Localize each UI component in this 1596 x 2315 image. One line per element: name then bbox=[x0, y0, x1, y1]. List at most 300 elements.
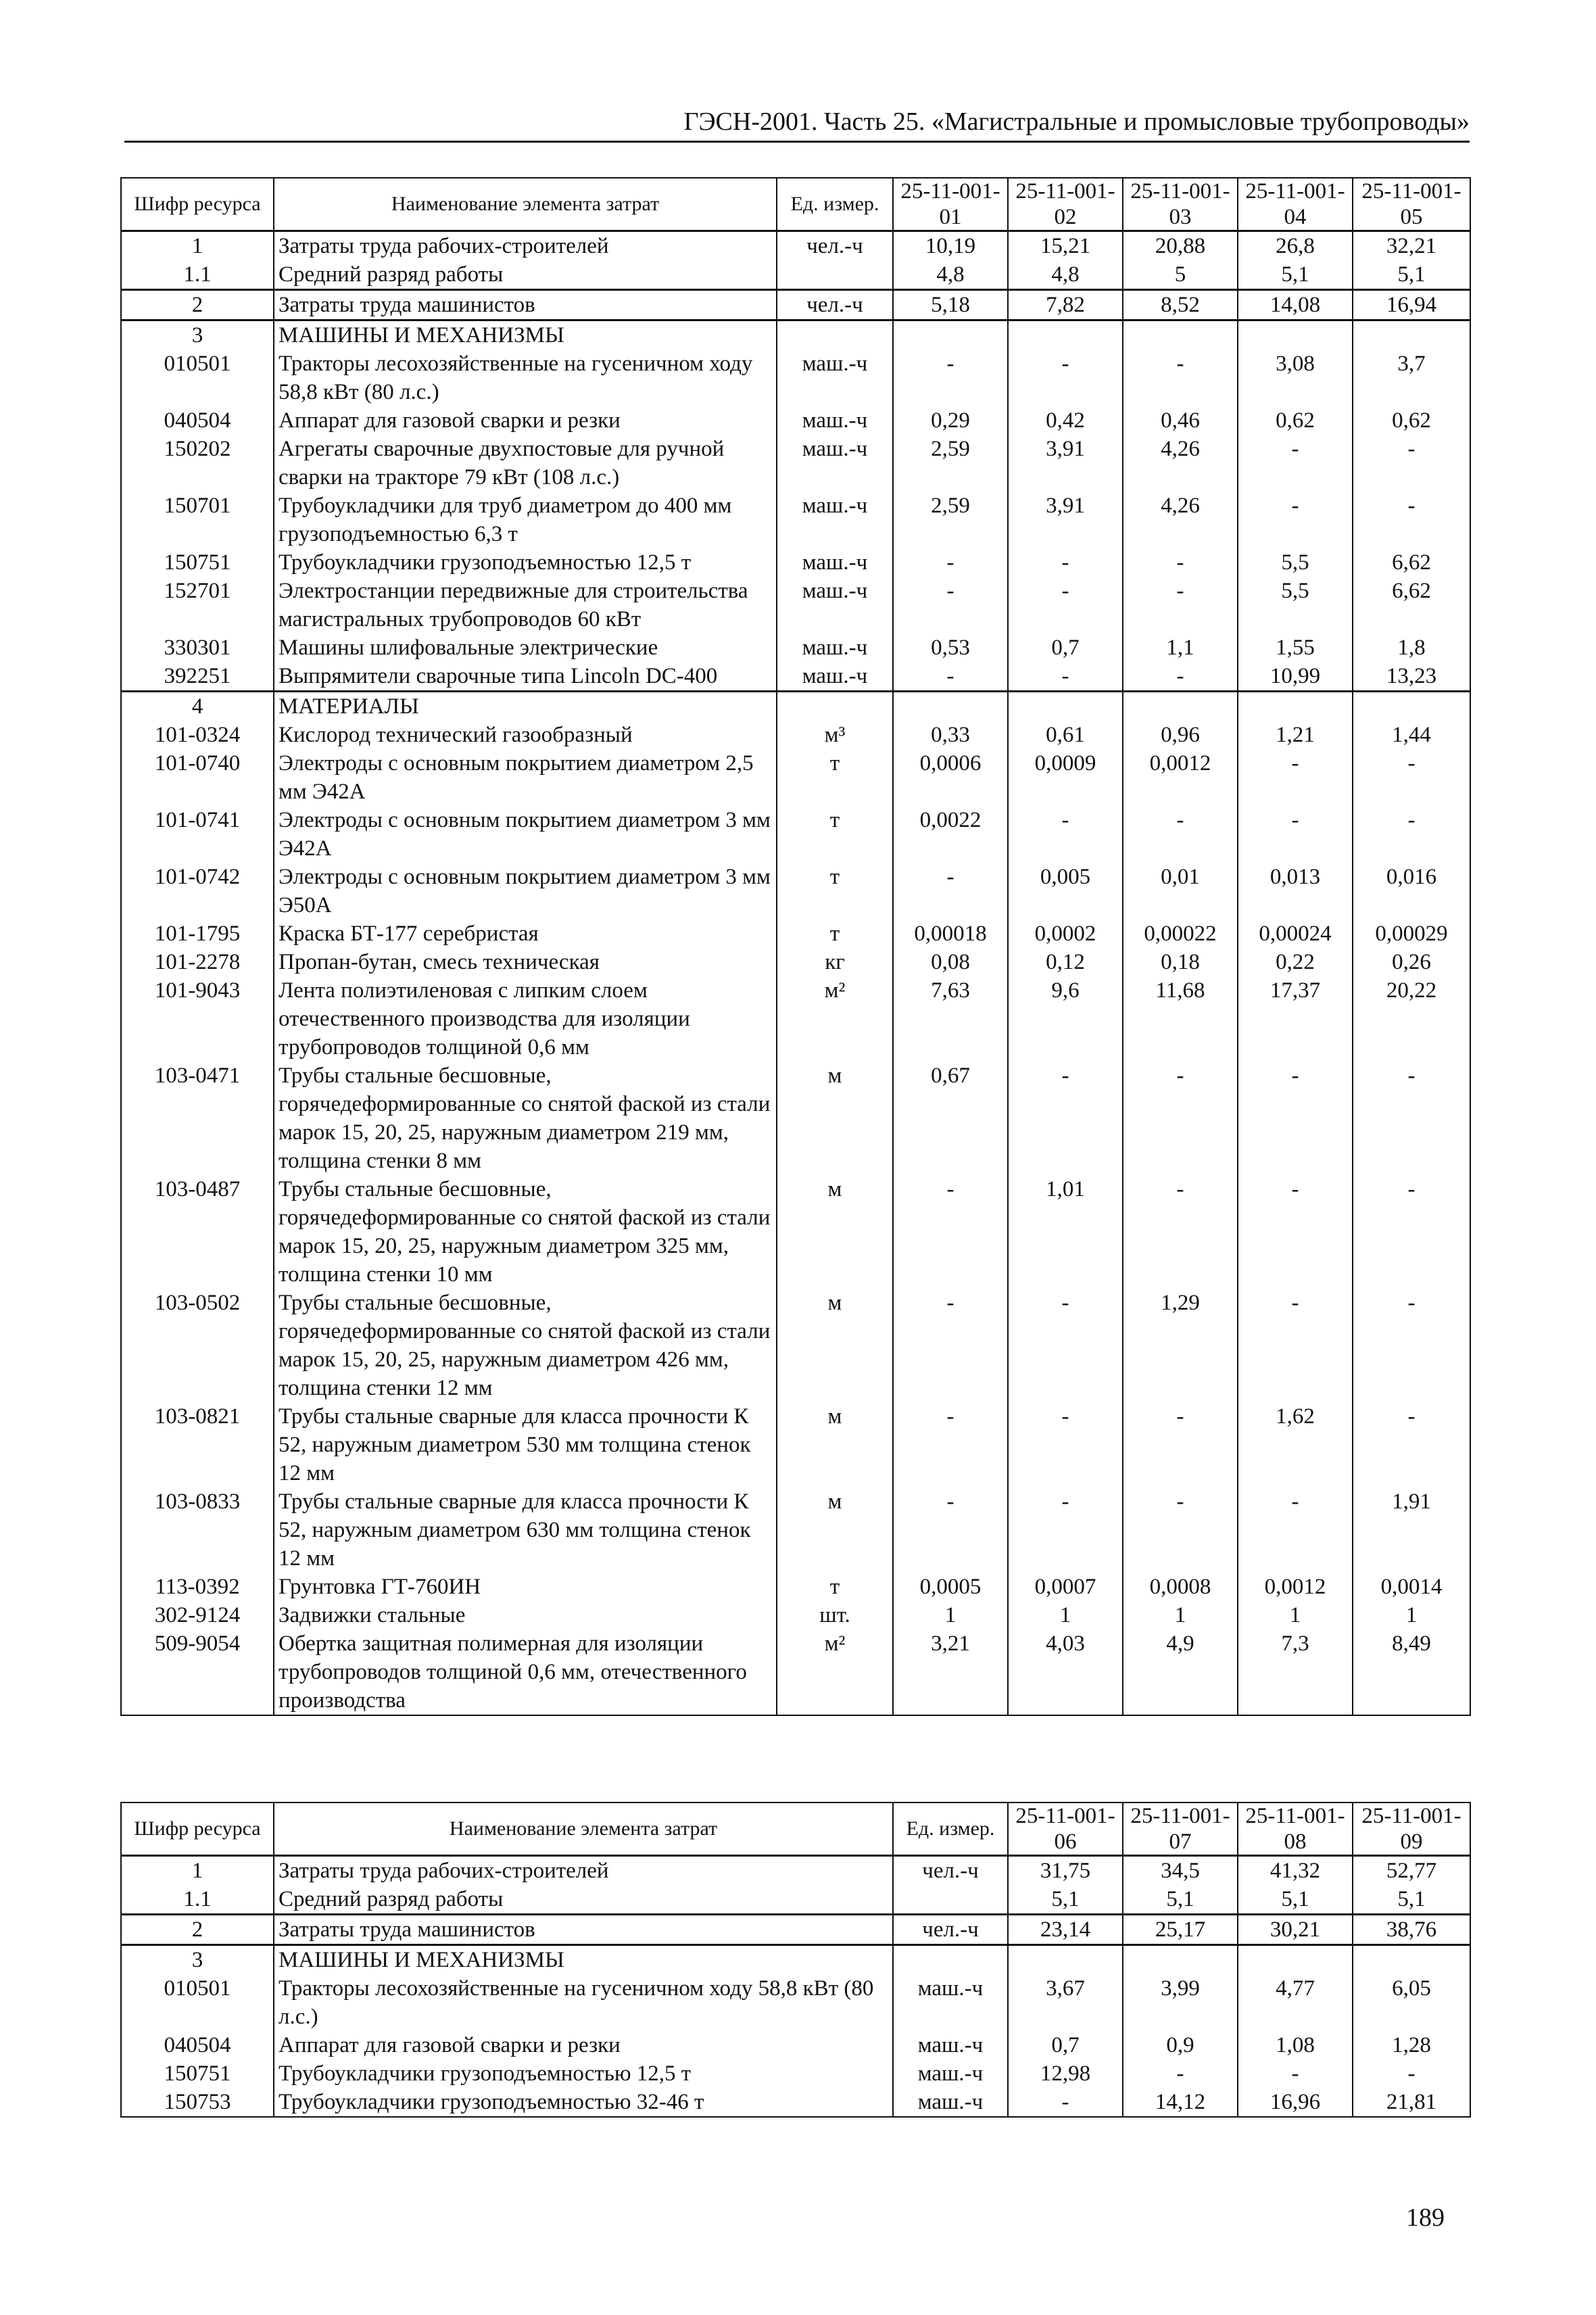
value-cell: 1,01 bbox=[1008, 1175, 1123, 1289]
value-cell: - bbox=[1008, 806, 1123, 863]
resource-name: Затраты труда рабочих-строителей bbox=[274, 1856, 893, 1886]
value-cell: 1,29 bbox=[1123, 1289, 1238, 1402]
unit-cell: м bbox=[777, 1289, 893, 1402]
value-cell: 0,08 bbox=[893, 948, 1008, 976]
resource-code: 101-1795 bbox=[121, 920, 274, 948]
unit-cell bbox=[777, 692, 893, 721]
value-cell: - bbox=[1123, 662, 1238, 692]
value-cell: 17,37 bbox=[1238, 976, 1353, 1061]
unit-cell: маш.-ч bbox=[893, 1974, 1008, 2031]
value-cell: - bbox=[1008, 2088, 1123, 2117]
value-cell: 7,82 bbox=[1008, 290, 1123, 320]
value-cell: 38,76 bbox=[1353, 1915, 1470, 1945]
resource-code: 2 bbox=[121, 1915, 274, 1945]
value-cell: 6,05 bbox=[1353, 1974, 1470, 2031]
header-col-3: 25-11-001-08 bbox=[1238, 1803, 1353, 1856]
table-row bbox=[121, 320, 1470, 350]
value-cell: 30,21 bbox=[1238, 1915, 1353, 1945]
table-row bbox=[121, 634, 1470, 662]
resource-code: 1.1 bbox=[121, 260, 274, 290]
table-row bbox=[121, 948, 1470, 976]
value-cell: 0,62 bbox=[1353, 406, 1470, 435]
value-cell bbox=[1008, 1945, 1123, 1975]
resource-name: Краска БТ-177 серебристая bbox=[274, 920, 777, 948]
resource-code: 040504 bbox=[121, 2031, 274, 2059]
value-cell: 0,005 bbox=[1008, 863, 1123, 920]
table-row bbox=[121, 976, 1470, 1061]
resource-name: Трубы стальные сварные для класса прочности К 52, наружным диаметром 630 мм толщина стенок 12 мм bbox=[274, 1487, 777, 1573]
value-cell: - bbox=[1123, 350, 1238, 406]
unit-cell: т bbox=[777, 749, 893, 806]
resource-code: 2 bbox=[121, 290, 274, 320]
value-cell: 4,8 bbox=[893, 260, 1008, 290]
value-cell bbox=[1008, 320, 1123, 350]
page-number: 189 bbox=[1406, 2203, 1445, 2232]
value-cell: 4,9 bbox=[1123, 1629, 1238, 1715]
value-cell: 1 bbox=[1353, 1601, 1470, 1629]
unit-cell: т bbox=[777, 920, 893, 948]
value-cell: 1 bbox=[1008, 1601, 1123, 1629]
resource-name: Трубоукладчики для труб диаметром до 400 мм грузоподъемностью 6,3 т bbox=[274, 492, 777, 548]
unit-cell: маш.-ч bbox=[777, 492, 893, 548]
value-cell: 3,99 bbox=[1123, 1974, 1238, 2031]
value-cell: 23,14 bbox=[1008, 1915, 1123, 1945]
header-col-5: 25-11-001-05 bbox=[1353, 178, 1470, 231]
value-cell: 3,21 bbox=[893, 1629, 1008, 1715]
header-unit: Ед. измер. bbox=[893, 1803, 1008, 1856]
value-cell: 0,7 bbox=[1008, 2031, 1123, 2059]
resource-code: 1.1 bbox=[121, 1885, 274, 1915]
value-cell: 7,3 bbox=[1238, 1629, 1353, 1715]
value-cell: 41,32 bbox=[1238, 1856, 1353, 1886]
unit-cell: м bbox=[777, 1402, 893, 1487]
table-row bbox=[121, 231, 1470, 261]
value-cell: - bbox=[1353, 492, 1470, 548]
value-cell: - bbox=[1008, 548, 1123, 577]
value-cell: 0,61 bbox=[1008, 721, 1123, 749]
value-cell bbox=[1353, 1945, 1470, 1975]
value-cell: 8,49 bbox=[1353, 1629, 1470, 1715]
value-cell: - bbox=[893, 1289, 1008, 1402]
resource-table-2 bbox=[120, 1802, 1471, 2118]
table-header-row bbox=[121, 178, 1470, 231]
value-cell: - bbox=[1238, 1175, 1353, 1289]
resource-code: 103-0821 bbox=[121, 1402, 274, 1487]
resource-name: Лента полиэтиленовая с липким слоем отечественного производства для изоляции трубопроводов толщиной 0,6 мм bbox=[274, 976, 777, 1061]
value-cell: 5,1 bbox=[1123, 1885, 1238, 1915]
resource-code: 103-0471 bbox=[121, 1061, 274, 1175]
resource-code: 302-9124 bbox=[121, 1601, 274, 1629]
page-header: ГЭСН-2001. Часть 25. «Магистральные и промысловые трубопроводы» bbox=[124, 107, 1470, 143]
value-cell: - bbox=[1008, 577, 1123, 634]
unit-cell: чел.-ч bbox=[777, 231, 893, 261]
unit-cell: м² bbox=[777, 1629, 893, 1715]
value-cell: 0,46 bbox=[1123, 406, 1238, 435]
value-cell: - bbox=[1123, 548, 1238, 577]
value-cell bbox=[1123, 320, 1238, 350]
table-row bbox=[121, 1175, 1470, 1289]
value-cell: 13,23 bbox=[1353, 662, 1470, 692]
value-cell: 3,08 bbox=[1238, 350, 1353, 406]
resource-code: 101-9043 bbox=[121, 976, 274, 1061]
value-cell: 2,59 bbox=[893, 435, 1008, 492]
value-cell: - bbox=[1123, 577, 1238, 634]
value-cell: - bbox=[1353, 435, 1470, 492]
unit-cell: маш.-ч bbox=[777, 435, 893, 492]
table-row bbox=[121, 692, 1470, 721]
value-cell: 4,03 bbox=[1008, 1629, 1123, 1715]
value-cell: - bbox=[1353, 2059, 1470, 2088]
unit-cell: м bbox=[777, 1487, 893, 1573]
value-cell bbox=[1008, 692, 1123, 721]
unit-cell: маш.-ч bbox=[777, 406, 893, 435]
header-col-1: 25-11-001-06 bbox=[1008, 1803, 1123, 1856]
value-cell: 0,33 bbox=[893, 721, 1008, 749]
value-cell bbox=[1353, 692, 1470, 721]
value-cell: 1,28 bbox=[1353, 2031, 1470, 2059]
header-code: Шифр ресурса bbox=[121, 1803, 274, 1856]
resource-code: 103-0833 bbox=[121, 1487, 274, 1573]
table-row bbox=[121, 260, 1470, 290]
value-cell: 5,1 bbox=[1238, 260, 1353, 290]
table-row bbox=[121, 290, 1470, 320]
value-cell: 0,016 bbox=[1353, 863, 1470, 920]
resource-name: Аппарат для газовой сварки и резки bbox=[274, 406, 777, 435]
header-col-4: 25-11-001-09 bbox=[1353, 1803, 1470, 1856]
resource-name: Трубоукладчики грузоподъемностью 12,5 т bbox=[274, 548, 777, 577]
table-row bbox=[121, 2059, 1470, 2088]
value-cell: - bbox=[1123, 1175, 1238, 1289]
value-cell: - bbox=[1008, 662, 1123, 692]
value-cell: 0,0014 bbox=[1353, 1573, 1470, 1601]
value-cell: 0,29 bbox=[893, 406, 1008, 435]
value-cell: 1,44 bbox=[1353, 721, 1470, 749]
value-cell bbox=[1123, 1945, 1238, 1975]
value-cell: 0,12 bbox=[1008, 948, 1123, 976]
table-row bbox=[121, 548, 1470, 577]
value-cell: - bbox=[893, 863, 1008, 920]
value-cell: 21,81 bbox=[1353, 2088, 1470, 2117]
value-cell bbox=[1238, 692, 1353, 721]
value-cell: 5,5 bbox=[1238, 548, 1353, 577]
resource-code: 1 bbox=[121, 231, 274, 261]
value-cell: 25,17 bbox=[1123, 1915, 1238, 1945]
value-cell: 52,77 bbox=[1353, 1856, 1470, 1886]
unit-cell: маш.-ч bbox=[777, 662, 893, 692]
unit-cell: т bbox=[777, 863, 893, 920]
value-cell: - bbox=[1238, 1061, 1353, 1175]
value-cell: - bbox=[1008, 350, 1123, 406]
value-cell: - bbox=[1123, 1061, 1238, 1175]
value-cell: 0,0012 bbox=[1238, 1573, 1353, 1601]
header-col-2: 25-11-001-07 bbox=[1123, 1803, 1238, 1856]
value-cell: 3,7 bbox=[1353, 350, 1470, 406]
value-cell: - bbox=[1238, 1487, 1353, 1573]
value-cell: - bbox=[1123, 806, 1238, 863]
value-cell: 0,00024 bbox=[1238, 920, 1353, 948]
table-row bbox=[121, 492, 1470, 548]
unit-cell: маш.-ч bbox=[893, 2059, 1008, 2088]
table-row bbox=[121, 1402, 1470, 1487]
header-col-2: 25-11-001-02 bbox=[1008, 178, 1123, 231]
value-cell: 11,68 bbox=[1123, 976, 1238, 1061]
resource-name: Тракторы лесохозяйственные на гусеничном ходу 58,8 кВт (80 л.с.) bbox=[274, 350, 777, 406]
value-cell: 0,26 bbox=[1353, 948, 1470, 976]
resource-code: 392251 bbox=[121, 662, 274, 692]
value-cell: - bbox=[1238, 1289, 1353, 1402]
table-row bbox=[121, 1573, 1470, 1601]
value-cell: 1,91 bbox=[1353, 1487, 1470, 1573]
table-row bbox=[121, 350, 1470, 406]
section-title: МАТЕРИАЛЫ bbox=[274, 692, 777, 721]
value-cell: - bbox=[893, 1487, 1008, 1573]
value-cell: 1,1 bbox=[1123, 634, 1238, 662]
table-row bbox=[121, 1487, 1470, 1573]
resource-name: Кислород технический газообразный bbox=[274, 721, 777, 749]
value-cell: 14,08 bbox=[1238, 290, 1353, 320]
resource-name: Машины шлифовальные электрические bbox=[274, 634, 777, 662]
resource-name: Задвижки стальные bbox=[274, 1601, 777, 1629]
header-name: Наименование элемента затрат bbox=[274, 178, 777, 231]
value-cell: 0,013 bbox=[1238, 863, 1353, 920]
value-cell: 5,1 bbox=[1008, 1885, 1123, 1915]
value-cell: 9,6 bbox=[1008, 976, 1123, 1061]
unit-cell bbox=[893, 1885, 1008, 1915]
table-row bbox=[121, 406, 1470, 435]
value-cell: 6,62 bbox=[1353, 548, 1470, 577]
value-cell: 5,5 bbox=[1238, 577, 1353, 634]
unit-cell: м³ bbox=[777, 721, 893, 749]
value-cell: - bbox=[1008, 1402, 1123, 1487]
table-row bbox=[121, 749, 1470, 806]
value-cell: 0,0009 bbox=[1008, 749, 1123, 806]
unit-cell: маш.-ч bbox=[777, 350, 893, 406]
value-cell: 1,55 bbox=[1238, 634, 1353, 662]
value-cell: 1 bbox=[1238, 1601, 1353, 1629]
table-row bbox=[121, 1945, 1470, 1975]
value-cell: 1,08 bbox=[1238, 2031, 1353, 2059]
value-cell: 4,26 bbox=[1123, 435, 1238, 492]
value-cell: 20,22 bbox=[1353, 976, 1470, 1061]
resource-code: 101-0742 bbox=[121, 863, 274, 920]
value-cell: 4,77 bbox=[1238, 1974, 1353, 2031]
value-cell: 0,00018 bbox=[893, 920, 1008, 948]
resource-name: Электроды с основным покрытием диаметром 3 мм Э42А bbox=[274, 806, 777, 863]
value-cell bbox=[1238, 320, 1353, 350]
resource-name: Обертка защитная полимерная для изоляции трубопроводов толщиной 0,6 мм, отечественного производства bbox=[274, 1629, 777, 1715]
resource-code: 3 bbox=[121, 1945, 274, 1975]
resource-name: Грунтовка ГТ-760ИН bbox=[274, 1573, 777, 1601]
value-cell: 1,21 bbox=[1238, 721, 1353, 749]
table-row bbox=[121, 1856, 1470, 1886]
header-name: Наименование элемента затрат bbox=[274, 1803, 893, 1856]
value-cell: - bbox=[1123, 2059, 1238, 2088]
table-row bbox=[121, 1974, 1470, 2031]
value-cell: - bbox=[1008, 1487, 1123, 1573]
unit-cell bbox=[893, 1945, 1008, 1975]
value-cell: 10,99 bbox=[1238, 662, 1353, 692]
resource-name: Пропан-бутан, смесь техническая bbox=[274, 948, 777, 976]
value-cell bbox=[893, 320, 1008, 350]
resource-code: 101-0741 bbox=[121, 806, 274, 863]
resource-table-1 bbox=[120, 177, 1471, 1716]
resource-name: Электроды с основным покрытием диаметром 3 мм Э50А bbox=[274, 863, 777, 920]
value-cell: 12,98 bbox=[1008, 2059, 1123, 2088]
unit-cell: чел.-ч bbox=[893, 1856, 1008, 1886]
table-row bbox=[121, 577, 1470, 634]
value-cell: - bbox=[1238, 435, 1353, 492]
resource-code: 150751 bbox=[121, 2059, 274, 2088]
value-cell: 8,52 bbox=[1123, 290, 1238, 320]
value-cell: 5,1 bbox=[1353, 1885, 1470, 1915]
value-cell: 0,0012 bbox=[1123, 749, 1238, 806]
value-cell: - bbox=[1123, 1487, 1238, 1573]
value-cell: 0,22 bbox=[1238, 948, 1353, 976]
value-cell: 0,62 bbox=[1238, 406, 1353, 435]
value-cell: 20,88 bbox=[1123, 231, 1238, 261]
table-row bbox=[121, 1885, 1470, 1915]
unit-cell: т bbox=[777, 1573, 893, 1601]
resource-name: Агрегаты сварочные двухпостовые для ручной сварки на тракторе 79 кВт (108 л.с.) bbox=[274, 435, 777, 492]
value-cell: 0,0002 bbox=[1008, 920, 1123, 948]
value-cell: 0,0008 bbox=[1123, 1573, 1238, 1601]
resource-code: 103-0487 bbox=[121, 1175, 274, 1289]
value-cell: - bbox=[1353, 1289, 1470, 1402]
value-cell: 5,1 bbox=[1353, 260, 1470, 290]
resource-name: Трубоукладчики грузоподъемностью 12,5 т bbox=[274, 2059, 893, 2088]
value-cell: 0,01 bbox=[1123, 863, 1238, 920]
resource-code: 010501 bbox=[121, 1974, 274, 2031]
unit-cell: чел.-ч bbox=[893, 1915, 1008, 1945]
unit-cell: маш.-ч bbox=[777, 577, 893, 634]
resource-name: Выпрямители сварочные типа Lincoln DC-400 bbox=[274, 662, 777, 692]
unit-cell bbox=[777, 320, 893, 350]
resource-code: 150751 bbox=[121, 548, 274, 577]
resource-code: 150753 bbox=[121, 2088, 274, 2117]
table-row bbox=[121, 1915, 1470, 1945]
resource-code: 113-0392 bbox=[121, 1573, 274, 1601]
resource-name: Затраты труда машинистов bbox=[274, 290, 777, 320]
value-cell: 0,18 bbox=[1123, 948, 1238, 976]
header-col-1: 25-11-001-01 bbox=[893, 178, 1008, 231]
value-cell: 1 bbox=[893, 1601, 1008, 1629]
resource-code: 330301 bbox=[121, 634, 274, 662]
resource-name: Затраты труда рабочих-строителей bbox=[274, 231, 777, 261]
unit-cell: шт. bbox=[777, 1601, 893, 1629]
value-cell: 0,00022 bbox=[1123, 920, 1238, 948]
value-cell: 6,62 bbox=[1353, 577, 1470, 634]
table-row bbox=[121, 2031, 1470, 2059]
resource-name: Средний разряд работы bbox=[274, 260, 777, 290]
value-cell: 0,96 bbox=[1123, 721, 1238, 749]
value-cell: 0,0006 bbox=[893, 749, 1008, 806]
value-cell: 4,26 bbox=[1123, 492, 1238, 548]
value-cell: 0,53 bbox=[893, 634, 1008, 662]
table-row bbox=[121, 1061, 1470, 1175]
value-cell: - bbox=[1353, 806, 1470, 863]
resource-code: 101-2278 bbox=[121, 948, 274, 976]
value-cell: - bbox=[1353, 1175, 1470, 1289]
value-cell: 3,67 bbox=[1008, 1974, 1123, 2031]
value-cell: - bbox=[1008, 1061, 1123, 1175]
resource-code: 010501 bbox=[121, 350, 274, 406]
value-cell: - bbox=[893, 662, 1008, 692]
unit-cell: кг bbox=[777, 948, 893, 976]
value-cell: 0,42 bbox=[1008, 406, 1123, 435]
table-row bbox=[121, 1289, 1470, 1402]
value-cell: 0,0005 bbox=[893, 1573, 1008, 1601]
unit-cell: м bbox=[777, 1175, 893, 1289]
table-row bbox=[121, 435, 1470, 492]
unit-cell: чел.-ч bbox=[777, 290, 893, 320]
value-cell: 26,8 bbox=[1238, 231, 1353, 261]
table-row bbox=[121, 721, 1470, 749]
section-title: МАШИНЫ И МЕХАНИЗМЫ bbox=[274, 1945, 893, 1975]
header-unit: Ед. измер. bbox=[777, 178, 893, 231]
resource-code: 040504 bbox=[121, 406, 274, 435]
resource-name: Трубы стальные бесшовные, горячедеформированные со снятой фаской из стали марок 15, 20, 25, наружным диаметром 219 мм, толщина стенки 8 мм bbox=[274, 1061, 777, 1175]
unit-cell: маш.-ч bbox=[777, 548, 893, 577]
table-row bbox=[121, 1601, 1470, 1629]
value-cell: 5 bbox=[1123, 260, 1238, 290]
value-cell: 34,5 bbox=[1123, 1856, 1238, 1886]
value-cell: - bbox=[893, 350, 1008, 406]
value-cell bbox=[893, 692, 1008, 721]
resource-code: 509-9054 bbox=[121, 1629, 274, 1715]
value-cell bbox=[1123, 692, 1238, 721]
unit-cell: маш.-ч bbox=[893, 2088, 1008, 2117]
value-cell: - bbox=[1238, 806, 1353, 863]
value-cell: 3,91 bbox=[1008, 435, 1123, 492]
table-header-row bbox=[121, 1803, 1470, 1856]
resource-code: 103-0502 bbox=[121, 1289, 274, 1402]
resource-code: 150701 bbox=[121, 492, 274, 548]
value-cell: 32,21 bbox=[1353, 231, 1470, 261]
value-cell: 0,9 bbox=[1123, 2031, 1238, 2059]
header-col-4: 25-11-001-04 bbox=[1238, 178, 1353, 231]
unit-cell: м² bbox=[777, 976, 893, 1061]
value-cell: 5,1 bbox=[1238, 1885, 1353, 1915]
value-cell: 1,62 bbox=[1238, 1402, 1353, 1487]
value-cell: 0,0022 bbox=[893, 806, 1008, 863]
value-cell: - bbox=[893, 1402, 1008, 1487]
resource-code: 1 bbox=[121, 1856, 274, 1886]
value-cell: 0,0007 bbox=[1008, 1573, 1123, 1601]
value-cell: - bbox=[1008, 1289, 1123, 1402]
table-row bbox=[121, 662, 1470, 692]
value-cell: 7,63 bbox=[893, 976, 1008, 1061]
section-title: МАШИНЫ И МЕХАНИЗМЫ bbox=[274, 320, 777, 350]
value-cell bbox=[1238, 1945, 1353, 1975]
value-cell: 16,94 bbox=[1353, 290, 1470, 320]
table-row bbox=[121, 920, 1470, 948]
resource-name: Трубы стальные бесшовные, горячедеформированные со снятой фаской из стали марок 15, 20, 25, наружным диаметром 325 мм, толщина стенки 10 мм bbox=[274, 1175, 777, 1289]
table-row bbox=[121, 1629, 1470, 1715]
resource-name: Средний разряд работы bbox=[274, 1885, 893, 1915]
value-cell: 1,8 bbox=[1353, 634, 1470, 662]
value-cell: 0,7 bbox=[1008, 634, 1123, 662]
value-cell: - bbox=[893, 548, 1008, 577]
value-cell: 4,8 bbox=[1008, 260, 1123, 290]
header-col-3: 25-11-001-03 bbox=[1123, 178, 1238, 231]
resource-code: 101-0740 bbox=[121, 749, 274, 806]
value-cell: 5,18 bbox=[893, 290, 1008, 320]
value-cell: - bbox=[893, 577, 1008, 634]
header-code: Шифр ресурса bbox=[121, 178, 274, 231]
value-cell: - bbox=[1238, 2059, 1353, 2088]
table-row bbox=[121, 806, 1470, 863]
unit-cell: т bbox=[777, 806, 893, 863]
